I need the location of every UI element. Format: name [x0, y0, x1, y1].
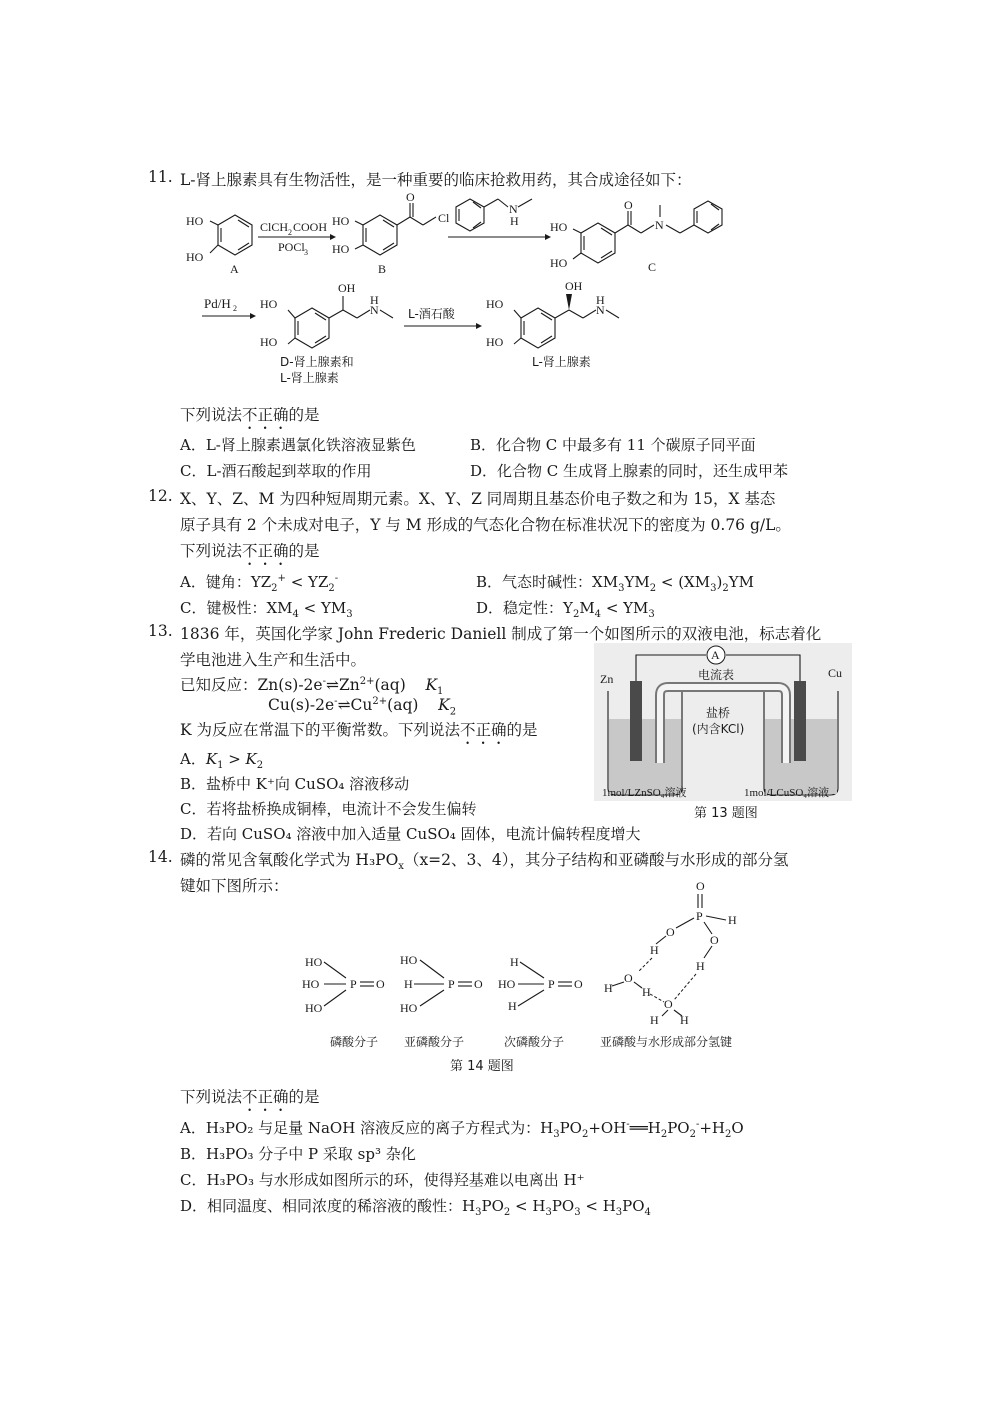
svg-text:H: H [510, 214, 519, 228]
q13-line2: 学电池进入生产和生活中。 [180, 651, 367, 669]
q14-prompt: 下列说法不正确的是 [180, 1088, 320, 1106]
svg-text:P: P [350, 977, 357, 991]
q11-number: 11. [148, 168, 173, 186]
q14-number: 14. [148, 848, 173, 866]
svg-text:H: H [650, 943, 659, 957]
q13-reaction2: $Cu(s)-2e^-\rightleftharpoons Cu^{2+}(aq)$ $K_2$ [268, 696, 457, 718]
svg-text:HO: HO [260, 297, 278, 311]
svg-text:HO: HO [486, 335, 504, 349]
svg-text:ClCH: ClCH [260, 220, 289, 234]
q14-line1: 磷的常见含氧酸化学式为 $H_3PO_x(x=2$、3、4），其分子结构和亚磷酸与水形成的部分氢 [180, 851, 789, 873]
q13-daniell-cell-figure [594, 643, 852, 821]
svg-text:O: O [624, 971, 633, 985]
svg-text:H: H [404, 977, 413, 991]
svg-text:L-肾上腺素: L-肾上腺素 [280, 371, 339, 385]
q14-option-c: C．H₃PO₃ 与水形成如图所示的环，使得羟基难以电离出 H⁺ [180, 1171, 585, 1189]
q12-option-a: A．键角：$YZ_2^+ < YZ_2^-$ [180, 573, 339, 594]
svg-text:2: 2 [288, 228, 292, 237]
svg-text:OH: OH [338, 281, 356, 295]
q14-phosphorus-acids-figure [300, 878, 770, 1074]
svg-text:H: H [650, 1013, 659, 1027]
q13-reaction1: 已知反应：$Zn(s)-2e^-\rightleftharpoons Zn^{2+}(aq)$ $K_1$ [180, 675, 444, 698]
svg-text:HO: HO [302, 977, 320, 991]
svg-text:P: P [696, 909, 703, 923]
svg-text:P: P [548, 977, 555, 991]
q13-option-d: D．若向 CuSO₄ 溶液中加入适量 CuSO₄ 固体，电流计偏转程度增大 [180, 825, 641, 843]
q11-stem: L-肾上腺素具有生物活性，是一种重要的临床抢救用药，其合成途径如下： [180, 171, 692, 189]
svg-text:N: N [596, 303, 605, 317]
svg-text:磷酸分子: 磷酸分子 [330, 1035, 379, 1049]
svg-text:1mol/LCuSO₄溶液: 1mol/LCuSO₄溶液 [744, 787, 830, 799]
svg-text:亚磷酸分子: 亚磷酸分子 [404, 1035, 465, 1049]
q12-option-d: D．稳定性：$Y_2M_4 < YM_3$ [476, 599, 655, 620]
svg-text:盐桥: 盐桥 [706, 706, 731, 720]
q11-option-d: D．化合物 C 生成肾上腺素的同时，还生成甲苯 [470, 462, 789, 480]
q13-option-c: C．若将盐桥换成铜棒，电流计不会发生偏转 [180, 800, 477, 818]
svg-text:O: O [624, 198, 633, 212]
svg-text:COOH: COOH [293, 220, 328, 234]
svg-text:亚磷酸与水形成部分氢键: 亚磷酸与水形成部分氢键 [600, 1035, 733, 1049]
svg-text:HO: HO [332, 214, 350, 228]
svg-text:P: P [448, 977, 455, 991]
svg-text:L-酒石酸: L-酒石酸 [408, 307, 455, 321]
svg-text:O: O [664, 997, 673, 1011]
svg-text:1mol/LZnSO₄溶液: 1mol/LZnSO₄溶液 [602, 787, 687, 799]
q12-line1: X、Y、Z、M 为四种短周期元素。X、Y、Z 同周期且基态价电子数之和为 15，X 基态 [180, 490, 776, 508]
svg-text:次磷酸分子: 次磷酸分子 [504, 1035, 565, 1049]
q12-number: 12. [148, 487, 173, 505]
q14-option-d: D．相同温度、相同浓度的稀溶液的酸性：$H_3PO_2 < H_3PO_3 < H_3PO_4$ [180, 1197, 651, 1218]
q13-option-b: B．盐桥中 K⁺向 CuSO₄ 溶液移动 [180, 775, 410, 793]
q11-option-c: C．L-酒石酸起到萃取的作用 [180, 462, 372, 480]
svg-text:A: A [711, 648, 720, 662]
svg-text:H: H [728, 913, 737, 927]
q13-line1: 1836 年，英国化学家 John Frederic Daniell 制成了第一个如图所示的双液电池，标志着化 [180, 625, 822, 643]
q11-prompt: 下列说法不正确的是 [180, 406, 320, 424]
svg-text:N: N [655, 218, 664, 232]
svg-text:H: H [604, 981, 613, 995]
svg-text:H: H [508, 999, 517, 1013]
svg-text:HO: HO [186, 214, 204, 228]
svg-text:Zn: Zn [600, 672, 614, 686]
q11-scheme-row2 [200, 278, 640, 390]
svg-text:HO: HO [486, 297, 504, 311]
svg-text:POCl: POCl [278, 240, 305, 254]
svg-text:O: O [666, 925, 675, 939]
svg-text:H: H [642, 985, 651, 999]
svg-text:O: O [406, 190, 415, 204]
svg-text:Cu: Cu [828, 666, 843, 680]
svg-text:H: H [510, 955, 519, 969]
svg-text:第 14 题图: 第 14 题图 [450, 1059, 514, 1074]
svg-text:HO: HO [305, 1001, 323, 1015]
svg-text:O: O [376, 977, 385, 991]
svg-text:HO: HO [260, 335, 278, 349]
q14-line2: 键如下图所示： [180, 877, 289, 895]
svg-text:2: 2 [233, 304, 237, 313]
q12-prompt: 下列说法不正确的是 [180, 542, 320, 560]
q12-option-c: C．键极性：$XM_4 < YM_3$ [180, 599, 353, 620]
label-C: C [648, 260, 657, 274]
svg-text:(内含KCl): (内含KCl) [692, 722, 745, 736]
svg-text:OH: OH [565, 279, 583, 293]
q12-option-b: B．气态时碱性：$XM_3YM_2 < (XM_3)_2YM$ [476, 573, 754, 594]
svg-text:N: N [509, 202, 518, 216]
label-B: B [378, 262, 387, 276]
svg-text:O: O [710, 933, 719, 947]
q11-option-b: B．化合物 C 中最多有 11 个碳原子同平面 [470, 436, 756, 454]
svg-text:HO: HO [498, 977, 516, 991]
svg-text:HO: HO [550, 256, 568, 270]
svg-text:电流表: 电流表 [698, 668, 735, 682]
svg-text:L-肾上腺素: L-肾上腺素 [532, 355, 591, 369]
svg-text:Pd/H: Pd/H [204, 296, 231, 311]
q11-option-a: A．L-肾上腺素遇氯化铁溶液显紫色 [180, 436, 416, 454]
svg-text:H: H [696, 959, 705, 973]
q11-scheme-row1 [180, 190, 820, 285]
q12-line2: 原子具有 2 个未成对电子，Y 与 M 形成的气态化合物在标准状况下的密度为 0.76 g/L。 [180, 516, 791, 534]
svg-text:O: O [696, 879, 705, 893]
q13-number: 13. [148, 622, 173, 640]
svg-text:HO: HO [332, 242, 350, 256]
svg-text:HO: HO [550, 220, 568, 234]
label-A: A [230, 262, 239, 276]
svg-text:Cl: Cl [438, 211, 450, 225]
svg-text:O: O [574, 977, 583, 991]
svg-text:3: 3 [304, 248, 308, 257]
q13-prompt: K 为反应在常温下的平衡常数。下列说法不正确的是 [180, 721, 538, 739]
svg-text:N: N [370, 303, 379, 317]
svg-text:HO: HO [400, 1001, 418, 1015]
svg-text:第 13 题图: 第 13 题图 [694, 806, 758, 821]
q14-option-b: B．H₃PO₃ 分子中 P 采取 sp³ 杂化 [180, 1145, 416, 1163]
svg-text:O: O [474, 977, 483, 991]
q13-option-a: A．$K_1 > K_2$ [180, 750, 264, 771]
q14-option-a: A．H₃PO₂ 与足量 NaOH 溶液反应的离子方程式为：$H_3PO_2+OH^-══H_2PO_2^-+H_2O$ [180, 1119, 744, 1140]
svg-text:D-肾上腺素和: D-肾上腺素和 [280, 355, 354, 369]
svg-text:H: H [596, 293, 605, 307]
svg-text:HO: HO [186, 250, 204, 264]
svg-text:HO: HO [305, 955, 323, 969]
svg-text:H: H [370, 293, 379, 307]
svg-text:HO: HO [400, 953, 418, 967]
svg-text:H: H [680, 1013, 689, 1027]
